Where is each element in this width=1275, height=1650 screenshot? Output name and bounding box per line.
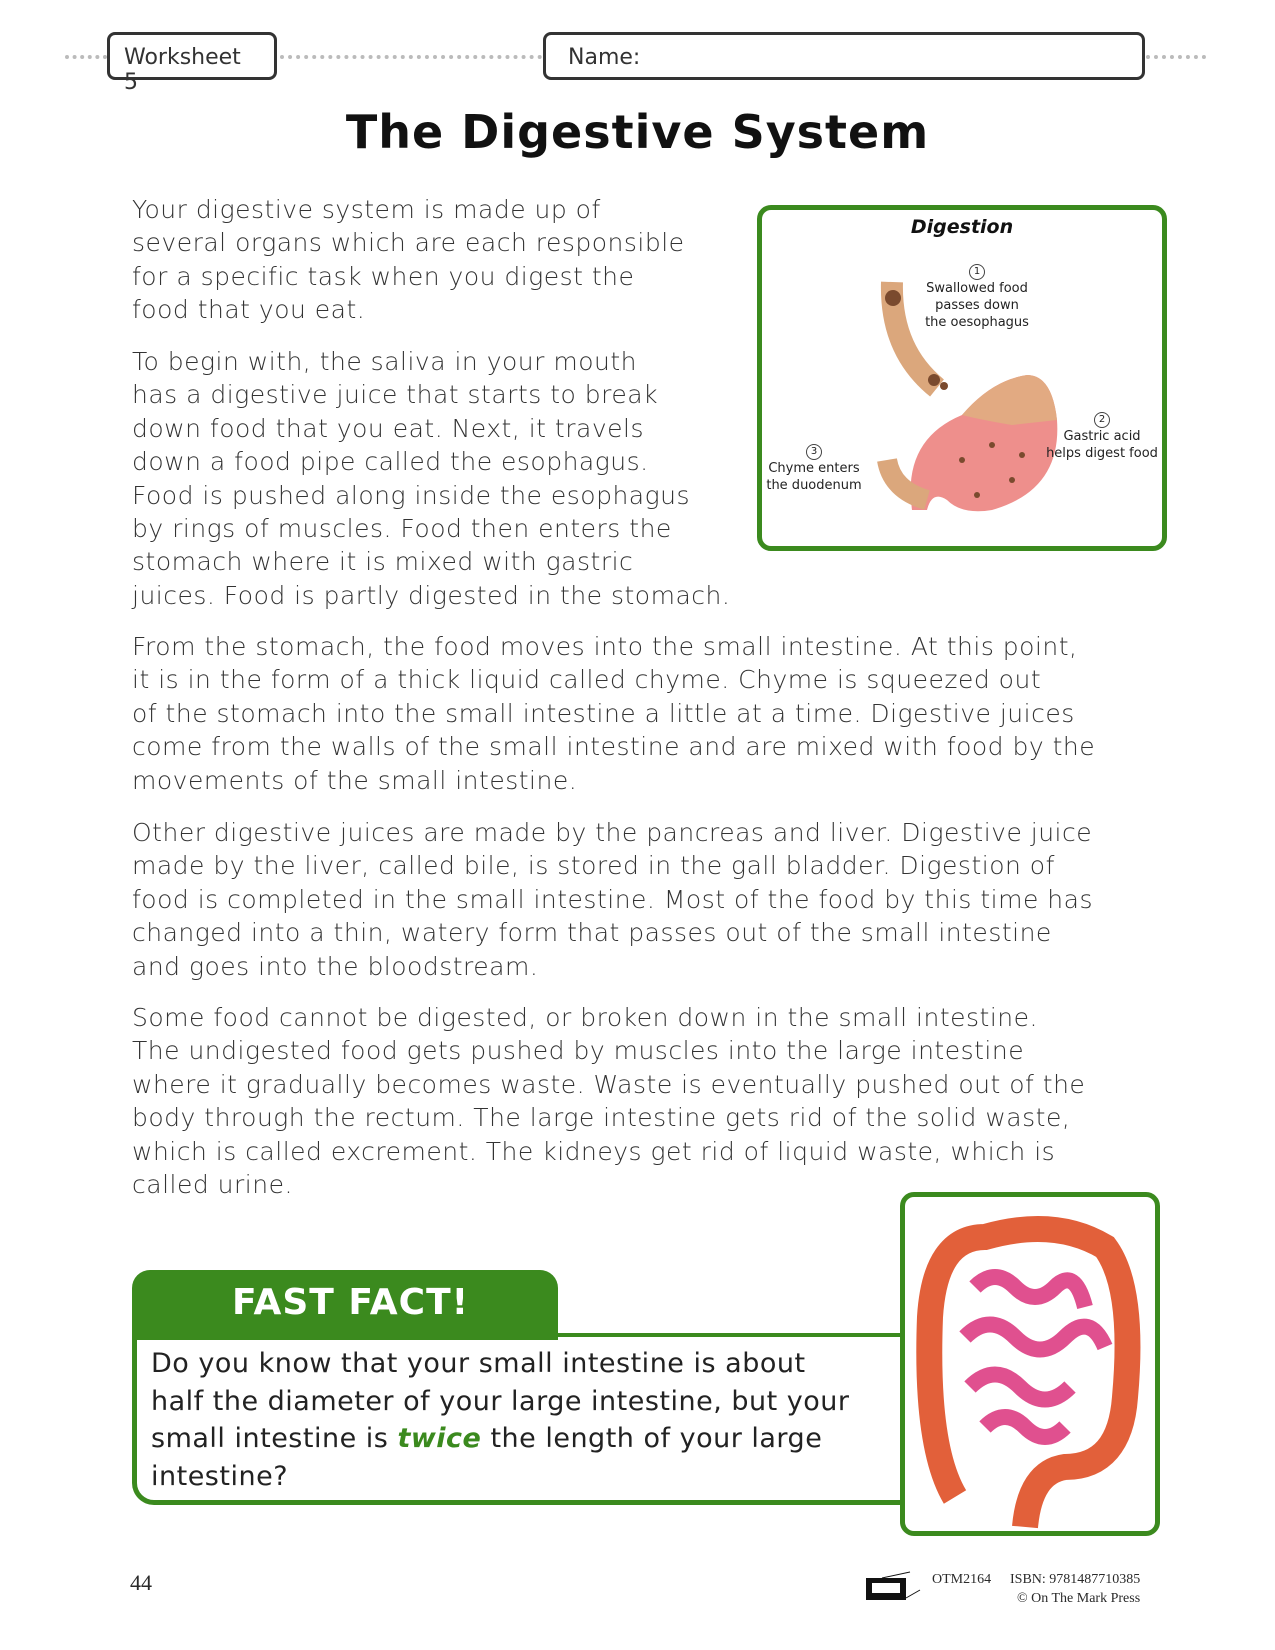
digestion-figure [757,205,1167,551]
fast-fact-body: Do you know that your small intestine is about half the diameter of your large intestine, but your small intestine is twice the length of your large intestine? [132,1333,907,1505]
product-code: OTM2164 [932,1572,992,1587]
intestine-figure [900,1192,1160,1536]
emphasis: twice [397,1423,482,1454]
intestine-illustration [905,1197,1155,1531]
stomach-illustration [762,210,1162,546]
page-number: 44 [130,1570,152,1595]
dotted-rule [1146,55,1206,59]
label-1: 1 Swallowed food passes down the oesophagus [925,266,1029,330]
paragraph-2: To begin with, the saliva in your mouth has a digestive juice that starts to break down food that you eat. Next, it travels down a food pipe called the esophagus. Food is pushed along inside the esophagus by rings of muscles. Food then enters the stomach where it is mixed with gastric juices. Food is partly digested in the stomach. [132,347,731,610]
worksheet-label: Worksheet 5 [107,32,277,80]
page-title: The Digestive System [345,105,930,159]
copyright: © On The Mark Press [1017,1591,1141,1606]
label-2: 2 Gastric acid helps digest food [1046,414,1158,461]
fast-fact-heading: FAST FACT! [132,1270,558,1340]
label-3: 3 Chyme enters the duodenum [766,446,862,493]
paragraph-3: From the stomach, the food moves into the small intestine. At this point, it is in the form of a thick liquid called chyme. Chyme is squeezed out of the stomach into the small intestine a little at a time. Digestive juices come from the walls of the small intestine and are mixed with food by the movements of the small intestine. [132,632,1096,795]
figure-title: Digestion [910,216,1014,238]
paragraph-4: Other digestive juices are made by the pancreas and liver. Digestive juice made by the liver, called bile, is stored in the gall bladder. Digestion of food is completed in the small intestine. Most of the food by this time has changed into a thin, watery form that passes out of the small intestine and goes into the bloodstream. [132,818,1093,981]
dotted-rule [280,55,542,59]
name-field[interactable]: Name: [543,32,1145,80]
isbn: ISBN: 9781487710385 [1010,1572,1141,1587]
publisher-logo-icon [862,1570,922,1602]
paragraph-1: Your digestive system is made up of several organs which are each responsible for a specific task when you digest the food that you eat. [132,195,685,325]
dotted-rule [65,55,107,59]
paragraph-5: Some food cannot be digested, or broken down in the small intestine. The undigested food gets pushed by muscles into the large intestine where it gradually becomes waste. Waste is eventually pushed out of the body through the rectum. The large intestine gets rid of the solid waste, which is called excrement. The kidneys get rid of liquid waste, which is called urine. [132,1003,1086,1199]
